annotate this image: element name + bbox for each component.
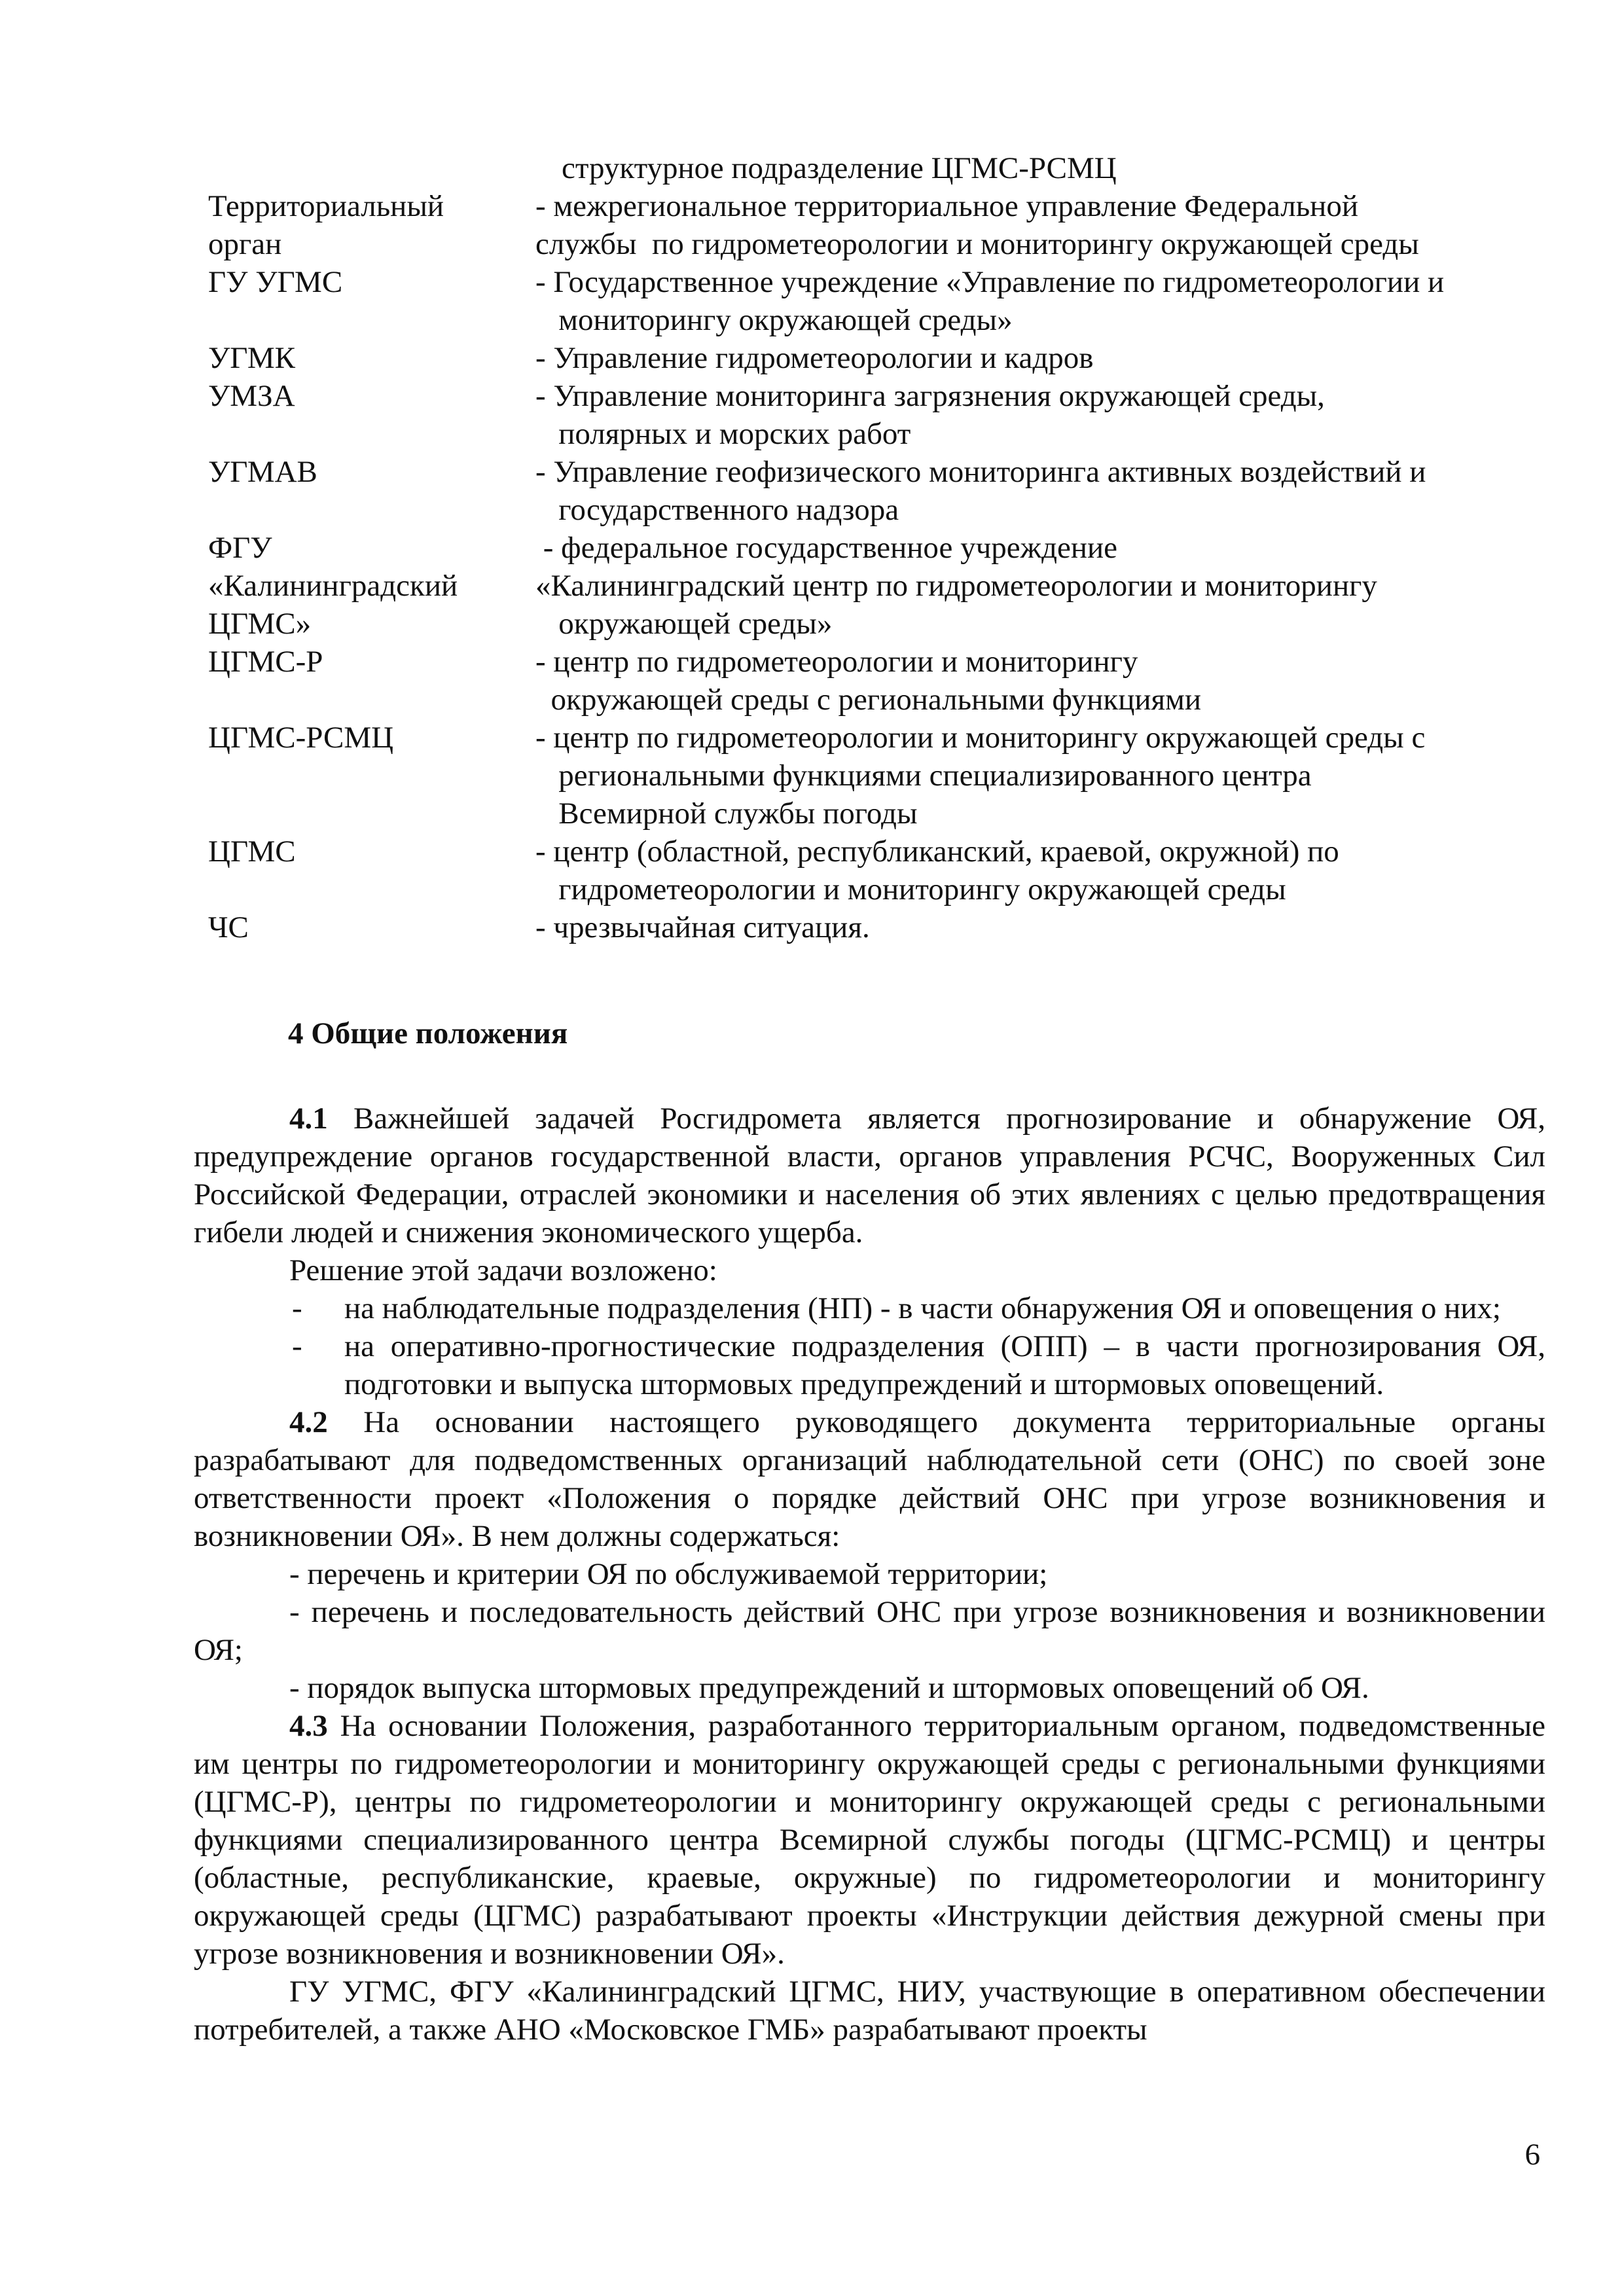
abbreviation-definition [535,605,1550,643]
abbreviation-term: ЦГМС [208,834,296,869]
list-item: - перечень и последовательность действий ОНС при угрозе возникновения и возникновении ОЯ; [194,1595,1545,1667]
abbreviation-term: Территориальный [208,189,444,223]
abbreviation-definition [535,567,1550,605]
abbreviation-row [208,719,1550,833]
definition-line: гидрометеорологии и мониторингу окружающей среды [535,872,1286,906]
abbreviation-term: УГМАВ [208,455,317,489]
abbreviation-continuation: структурное подразделение ЦГМС-РСМЦ [562,151,1117,185]
abbreviation-row [208,339,1550,377]
abbreviation-definition [535,225,1550,263]
abbreviation-row [208,567,1550,605]
abbreviation-term: УМЗА [208,379,295,413]
section-body [194,1100,1545,2049]
abbreviation-definition [535,529,1550,567]
abbreviation-definition [535,339,1550,377]
abbreviation-term: УГМК [208,341,295,375]
abbreviation-term: ЧС [208,910,249,944]
paragraph-4-4: ГУ УГМС, ФГУ «Калининградский ЦГМС, НИУ, участвующие в оперативном обеспечении потребителей, а также АНО «Московское ГМБ» разрабатывают проекты [194,1975,1545,2047]
definition-line: - Управление мониторинга загрязнения окружающей среды, [535,379,1325,413]
abbreviation-row [208,908,1550,946]
page-number: 6 [1525,2138,1540,2172]
definition-line: - Управление гидрометеорологии и кадров [535,341,1094,375]
abbreviation-term: «Калининградский [208,569,458,603]
abbreviation-term: ЦГМС» [208,607,312,641]
definition-line: - Государственное учреждение «Управление по гидрометеорологии и [535,265,1445,299]
abbreviation-row [208,643,1550,719]
definition-line: - центр по гидрометеорологии и мониторингу [535,645,1138,679]
definition-line: - федеральное государственное учреждение [535,531,1118,565]
definition-line: «Калининградский центр по гидрометеорологии и мониторингу [535,569,1377,603]
definition-line: полярных и морских работ [535,417,911,451]
definition-line: государственного надзора [535,493,899,527]
abbreviation-term: ЦГМС-РСМЦ [208,721,394,755]
abbreviation-row [208,377,1550,453]
definition-line: - центр по гидрометеорологии и мониторингу окружающей среды с [535,721,1426,755]
abbreviation-definition [535,187,1550,225]
abbreviation-row [208,187,1550,225]
list-item: - перечень и критерии ОЯ по обслуживаемой территории; [289,1557,1048,1591]
list-item: - порядок выпуска штормовых предупреждений и штормовых оповещений об ОЯ. [289,1671,1369,1705]
abbreviation-row [208,453,1550,529]
abbreviation-term: ГУ УГМС [208,265,343,299]
definition-line: - межрегиональное территориальное управление Федеральной [535,189,1358,223]
paragraph-4-3: 4.3 На основании Положения, разработанного территориальным органом, подведомственные им центры по гидрометеорологии и мониторингу окружающей среды с региональными функциями (ЦГМС-Р), центры по гидрометеорологии и мониторингу окружающей среды с региональными функциями специализированного центра Всемирной службы погоды (ЦГМС-РСМЦ) и центры (областные, республиканские, краевые, окружные) по гидрометеорологии и мониторингу окружающей среды (ЦГМС) разрабатывают проекты «Инструкции действия дежурной смены при угрозе возникновения и возникновении ОЯ». [194,1709,1545,1971]
clause-number: 4.2 [289,1405,328,1439]
definition-line: мониторингу окружающей среды» [535,303,1013,337]
abbreviation-row [208,263,1550,339]
abbreviation-row [208,605,1550,643]
definition-line: - центр (областной, республиканский, краевой, окружной) по [535,834,1339,869]
abbreviation-row [208,149,1550,187]
abbreviation-definition [535,263,1550,339]
abbreviation-definition [535,719,1550,833]
definition-line: Всемирной службы погоды [535,797,918,831]
abbreviation-list [208,149,1550,946]
list-item: - на оперативно-прогностические подразделения (ОПП) – в части прогнозирования ОЯ, подготовки и выпуска штормовых предупреждений и штормовых оповещений. [292,1329,1545,1401]
abbreviation-term: ФГУ [208,531,272,565]
abbreviation-term: ЦГМС-Р [208,645,323,679]
definition-line: окружающей среды с региональными функциями [535,683,1202,717]
abbreviation-row [208,529,1550,567]
list-item: - на наблюдательные подразделения (НП) - в части обнаружения ОЯ и оповещения о них; [292,1291,1501,1325]
definition-line: окружающей среды» [535,607,833,641]
abbreviation-definition [535,908,1550,946]
abbreviation-row [208,225,1550,263]
clause-number: 4.3 [289,1709,328,1743]
abbreviation-row [208,833,1550,908]
abbreviation-definition [535,453,1550,529]
abbreviation-definition [535,377,1550,453]
abbreviation-rows [208,187,1550,946]
definition-line: службы по гидрометеорологии и мониторингу окружающей среды [535,227,1419,261]
definition-line: - чрезвычайная ситуация. [535,910,870,944]
clause-number: 4.1 [289,1102,328,1136]
definition-line: региональными функциями специализированного центра [535,759,1312,793]
definition-line: - Управление геофизического мониторинга активных воздействий и [535,455,1426,489]
paragraph-4-1: 4.1 Важнейшей задачей Росгидромета является прогнозирование и обнаружение ОЯ, предупреждение органов государственной власти, органов управления РСЧС, Вооруженных Сил Российской Федерации, отраслей экономики и населения об этих явлениях с целью предотвращения гибели людей и снижения экономического ущерба. [194,1102,1545,1249]
abbreviation-definition [535,833,1550,908]
paragraph-4-2: 4.2 На основании настоящего руководящего документа территориальные органы разрабатывают для подведомственных организаций наблюдательной сети (ОНС) по своей зоне ответственности проект «Положения о порядке действий ОНС при угрозе возникновения и возникновении ОЯ». В нем должны содержаться: [194,1405,1545,1553]
abbreviation-definition [535,643,1550,719]
section-title: 4 Общие положения [288,1016,568,1050]
abbreviation-term: орган [208,227,282,261]
paragraph-solution: Решение этой задачи возложено: [289,1253,717,1287]
